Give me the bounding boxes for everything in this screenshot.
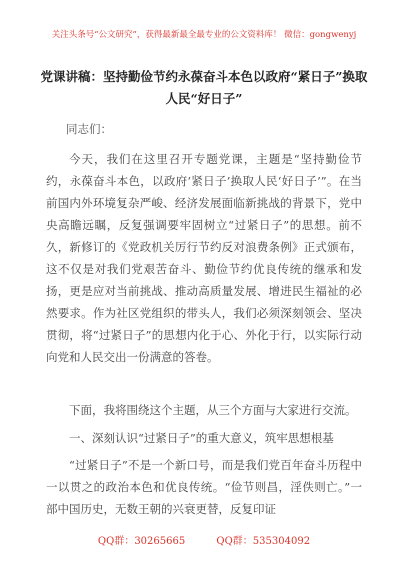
header-promo-note: 关注头条号“公文研究”，获得最新最全最专业的公文资料库！ 微信：gongwenyj <box>51 30 357 40</box>
footer-contact <box>0 532 408 547</box>
body-paragraph-outline: 下面，我将围绕这个主题，从三个方面与大家进行交流。 <box>69 403 357 417</box>
body-paragraph-section1: “过紧日子”不是一个新口号，而是我们党百年奋斗历程中一以贯之的政治本色和优良传统。“俭节则昌，淫佚则亡。”一部中国历史，无数王朝的兴衰更替，反复印证 <box>46 458 362 516</box>
footer-qq-group-2: QQ群：535304092 <box>216 536 311 547</box>
footer-qq-group-1: QQ群：30265665 <box>97 536 186 547</box>
body-paragraph-intro: 今天，我们在这里召开专题党课，主题是“坚持勤俭节约，永葆奋斗本色，以政府‘紧日子’换取人民‘好日子’”。在当前国内外环境复杂严峻、经济发展面临新挑战的背景下，党中央高瞻远瞩，反复强调要牢固树立“过紧日子”的思想。前不久，新修订的《党政机关厉行节约反对浪费条例》正式颁布，这不仅是对我们党艰苦奋斗、勤俭节约优良传统的继承和发扬，更是应对当前挑战、推动高质量发展、增进民生福祉的必然要求。作为社区党组织的带头人，我们必须深刻领会、坚决贯彻，将“过紧日子”的思想内化于心、外化于行，以实际行动向党和人民交出一份满意的答卷。 <box>46 152 362 364</box>
section-heading-1: 一、深刻认识“过紧日子”的重大意义，筑牢思想根基 <box>69 431 334 445</box>
salutation: 同志们： <box>66 122 112 136</box>
document-title: 党课讲稿：坚持勤俭节约永葆奋斗本色以政府“紧日子”换取人民“好日子” <box>40 69 368 106</box>
